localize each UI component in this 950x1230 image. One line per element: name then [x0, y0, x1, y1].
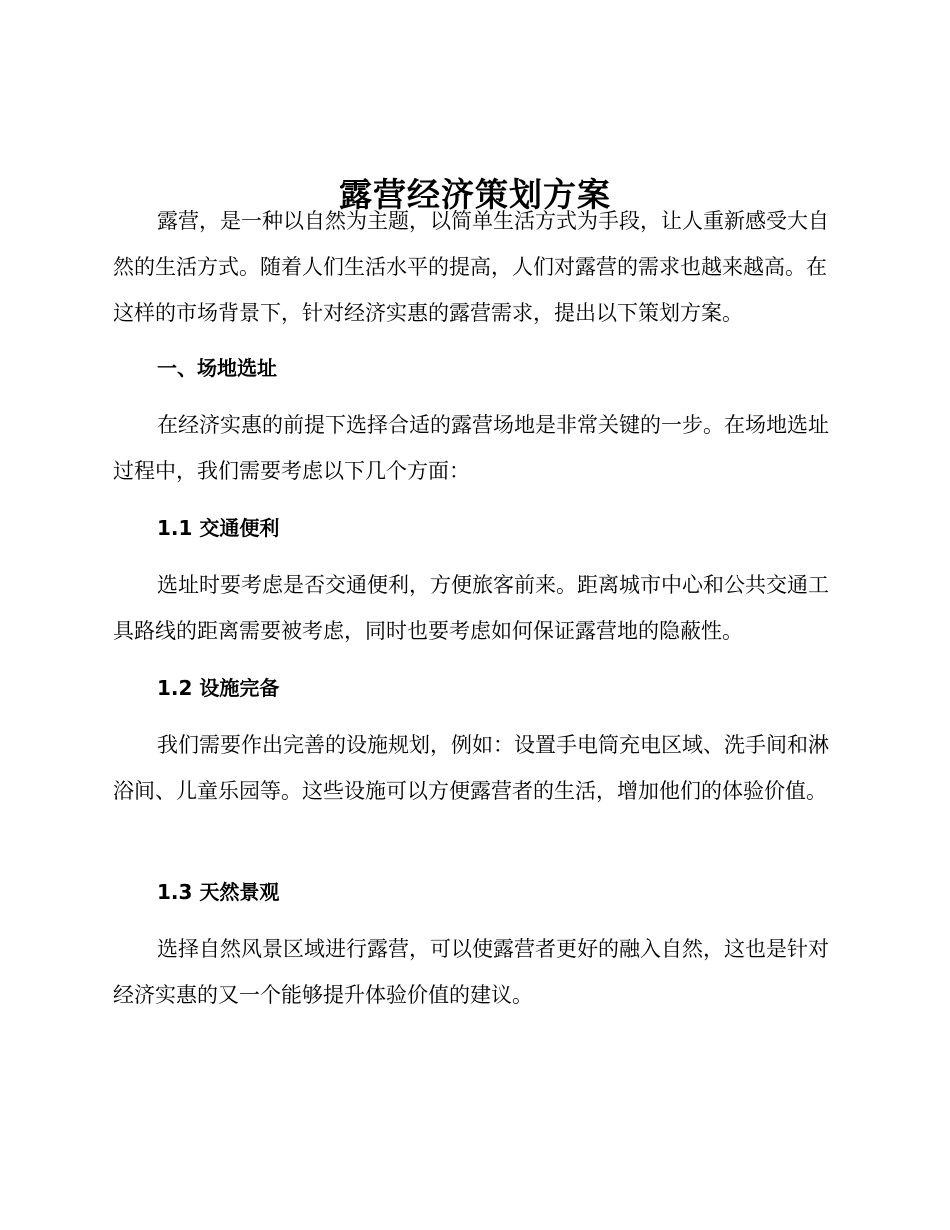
subsection-paragraph-facilities: 我们需要作出完善的设施规划，例如：设置手电筒充电区域、洗手间和淋浴间、儿童乐园等。这些设施可以方便露营者的生活，增加他们的体验价值。: [113, 733, 829, 803]
subsection-heading-transport: 1.1 交通便利: [157, 516, 280, 540]
subsection-paragraph-scenery: 选择自然风景区域进行露营，可以使露营者更好的融入自然，这也是针对经济实惠的又一个能够提升体验价值的建议。: [113, 937, 829, 1007]
subsection-heading-facilities: 1.2 设施完备: [157, 676, 280, 700]
subsection-paragraph-transport: 选址时要考虑是否交通便利，方便旅客前来。距离城市中心和公共交通工具路线的距离需要被考虑，同时也要考虑如何保证露营地的隐蔽性。: [113, 573, 829, 643]
subsection-heading-scenery: 1.3 天然景观: [157, 880, 280, 904]
document-title: 露营经济策划方案: [339, 175, 611, 215]
section-paragraph-site-selection: 在经济实惠的前提下选择合适的露营场地是非常关键的一步。在场地选址过程中，我们需要考虑以下几个方面：: [113, 413, 829, 483]
intro-paragraph: 露营，是一种以自然为主题，以简单生活方式为手段，让人重新感受大自然的生活方式。随着人们生活水平的提高，人们对露营的需求也越来越高。在这样的市场背景下，针对经济实惠的露营需求，提出以下策划方案。: [113, 209, 829, 325]
section-heading-site-selection: 一、场地选址: [157, 356, 277, 380]
